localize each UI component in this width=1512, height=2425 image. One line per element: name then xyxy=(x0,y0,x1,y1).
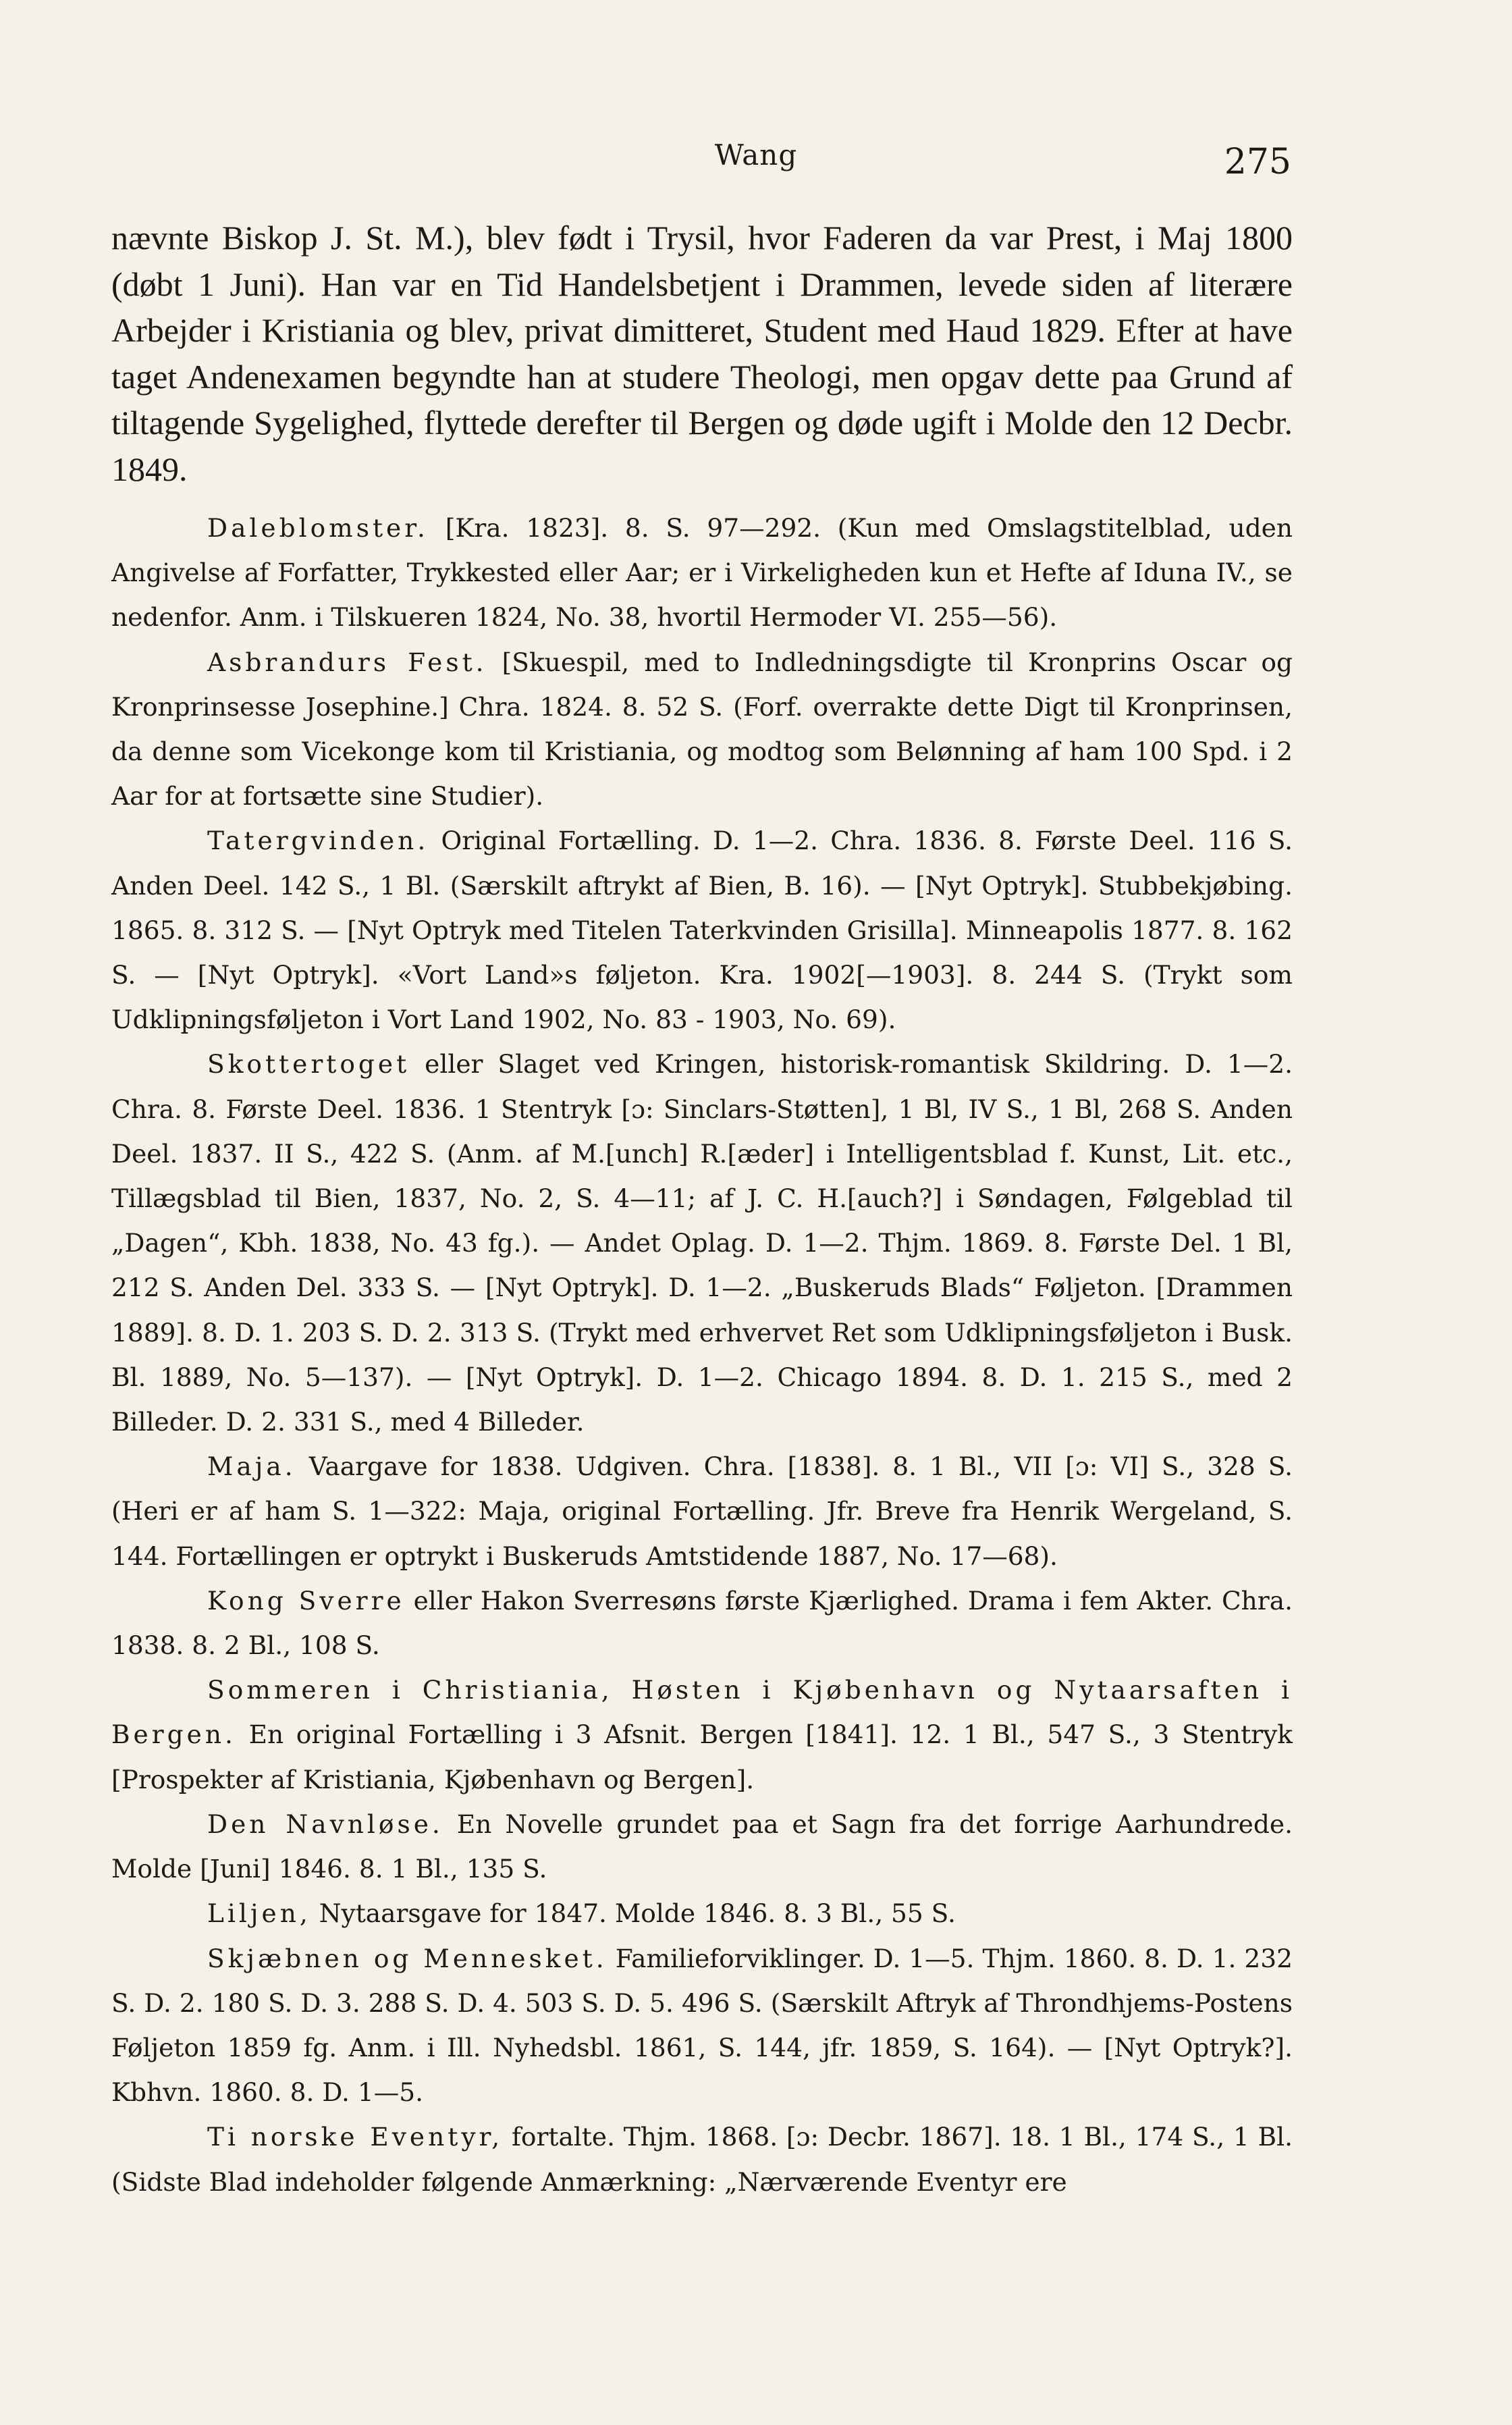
entry-text: [Kra. 1823]. 8. S. 97—292. (Kun med Omslagstitelblad, uden Angivelse af Forfatter, Trykkested eller Aar; er i Virkeligheden kun et Hefte af Iduna IV., se nedenfor. Anm. i Tilskueren 1824, No. 38, hvortil Hermoder VI. 255—56). xyxy=(111,513,1293,633)
entry-title: Liljen, xyxy=(207,1898,311,1929)
entry-skottertoget xyxy=(111,1042,1293,1444)
entry-tatergvinden xyxy=(111,818,1293,1042)
entry-text: Original Fortælling. D. 1—2. Chra. 1836. 8. Første Deel. 116 S. Anden Deel. 142 S., 1 Bl. (Særskilt aftrykt af Bien, B. 16). — [Nyt Optryk]. Stubbekjøbing. 1865. 8. 312 S. — [Nyt Optryk med Titelen Taterkvinden Grisilla]. Minneapolis 1877. 8. 162 S. — [Nyt Optryk]. «Vort Land»s føljeton. Kra. 1902[—1903]. 8. 244 S. (Trykt som Udklipningsføljeton i Vort Land 1902, No. 83 - 1903, No. 69). xyxy=(111,826,1293,1035)
entry-kong-sverre xyxy=(111,1578,1293,1668)
entry-text: Nytaarsgave for 1847. Molde 1846. 8. 3 Bl., 55 S. xyxy=(319,1898,956,1929)
main-text xyxy=(111,215,1293,2204)
entry-title: Tatergvinden. xyxy=(207,826,429,856)
entry-sommeren-i-christiania xyxy=(111,1668,1293,1802)
biography-paragraph: nævnte Biskop J. St. M.), blev født i Trysil, hvor Faderen da var Prest, i Maj 1800 (døbt 1 Juni). Han var en Tid Handelsbetjent i Drammen, levede siden af literære Arbejder i Kristiania og blev, privat dimitteret, Student med Haud 1829. Efter at have taget Andenexamen begyndte han at studere Theologi, men opgav dette paa Grund af tiltagende Sygelighed, flyttede derefter til Bergen og døde ugift i Molde den 12 Decbr. 1849. xyxy=(111,219,1293,488)
entry-title: Ti norske Eventyr, xyxy=(207,2122,504,2152)
entry-text: eller Slaget ved Kringen, historisk-romantisk Skildring. D. 1—2. Chra. 8. Første Deel. 1836. 1 Stentryk [ɔ: Sinclars-Støtten], 1 Bl, IV S., 1 Bl, 268 S. Anden Deel. 1837. II S., 422 S. (Anm. af M.[unch] R.[æder] i Intelligentsblad f. Kunst, Lit. etc., Tillægsblad til Bien, 1837, No. 2, S. 4—11; af J. C. H.[auch?] i Søndagen, Følgeblad til „Dagen“, Kbh. 1838, No. 43 fg.). — Andet Oplag. D. 1—2. Thjm. 1869. 8. Første Del. 1 Bl, 212 S. Anden Del. 333 S. — [Nyt Optryk]. D. 1—2. „Buskeruds Blads“ Føljeton. [Drammen 1889]. 8. D. 1. 203 S. D. 2. 313 S. (Trykt med erhvervet Ret som Udklipningsføljeton i Busk. Bl. 1889, No. 5—137). — [Nyt Optryk]. D. 1—2. Chicago 1894. 8. D. 1. 215 S., med 2 Billeder. D. 2. 331 S., med 4 Billeder. xyxy=(111,1049,1293,1437)
entry-title: Skjæbnen og Mennesket. xyxy=(207,1943,608,1973)
entry-text: fortalte. Thjm. 1868. [ɔ: Decbr. 1867]. 18. 1 Bl., 174 S., 1 Bl. (Sidste Blad indeholder følgende Anmærkning: „Nærværende Eventyr ere xyxy=(111,2122,1293,2197)
page-number: 275 xyxy=(1224,142,1291,182)
entry-title: Maja. xyxy=(207,1451,296,1482)
entry-asbrandurs-fest xyxy=(111,640,1293,819)
entry-title: Den Navnløse. xyxy=(207,1809,443,1839)
entry-text: En original Fortælling i 3 Afsnit. Bergen [1841]. 12. 1 Bl., 547 S., 3 Stentryk [Prospekter af Kristiania, Kjøbenhavn og Bergen]. xyxy=(111,1720,1293,1794)
entry-text: eller Hakon Sverresøns første Kjærlighed. Drama i fem Akter. Chra. 1838. 8. 2 Bl., 108 S. xyxy=(111,1585,1293,1661)
entry-maja xyxy=(111,1444,1293,1578)
running-head: Wang xyxy=(714,138,798,171)
entry-title: Sommeren i Christiania, Høsten i Kjøbenhavn og Nytaarsaften i Bergen. xyxy=(111,1675,1293,1750)
entry-den-navnlose xyxy=(111,1802,1293,1891)
entry-ti-norske-eventyr xyxy=(111,2114,1293,2204)
entry-text: [Skuespil, med to Indledningsdigte til Kronprins Oscar og Kronprinsesse Josephine.] Chra. 1824. 8. 52 S. (Forf. overrakte dette Digt til Kronprinsen, da denne som Vicekonge kom til Kristiania, og modtog som Belønning af ham 100 Spd. i 2 Aar for at fortsætte sine Studier). xyxy=(111,647,1293,811)
entry-text: En Novelle grundet paa et Sagn fra det forrige Aarhundrede. Molde [Juni] 1846. 8. 1 Bl., 135 S. xyxy=(111,1809,1293,1884)
entry-title: Daleblomster. xyxy=(207,513,429,543)
entry-daleblomster xyxy=(111,506,1293,640)
entry-liljen xyxy=(111,1891,1293,1936)
entry-text: Familieforviklinger. D. 1—5. Thjm. 1860. 8. D. 1. 232 S. D. 2. 180 S. D. 3. 288 S. D. 4. 503 S. D. 5. 496 S. (Særskilt Aftryk af Throndhjems-Postens Føljeton 1859 fg. Anm. i Ill. Nyhedsbl. 1861, S. 144, jfr. 1859, S. 164). — [Nyt Optryk?]. Kbhvn. 1860. 8. D. 1—5. xyxy=(111,1943,1293,2108)
entry-text: Vaargave for 1838. Udgiven. Chra. [1838]. 8. 1 Bl., VII [ɔ: VI] S., 328 S. (Heri er af ham S. 1—322: Maja, original Fortælling. Jfr. Breve fra Henrik Wergeland, S. 144. Fortællingen er optrykt i Buskeruds Amtstidende 1887, No. 17—68). xyxy=(111,1451,1293,1571)
entry-title: Asbrandurs Fest. xyxy=(207,647,487,677)
entry-skjaebnen-og-mennesket xyxy=(111,1936,1293,2115)
entry-title: Kong Sverre xyxy=(207,1585,405,1616)
entry-title: Skottertoget xyxy=(207,1049,410,1080)
